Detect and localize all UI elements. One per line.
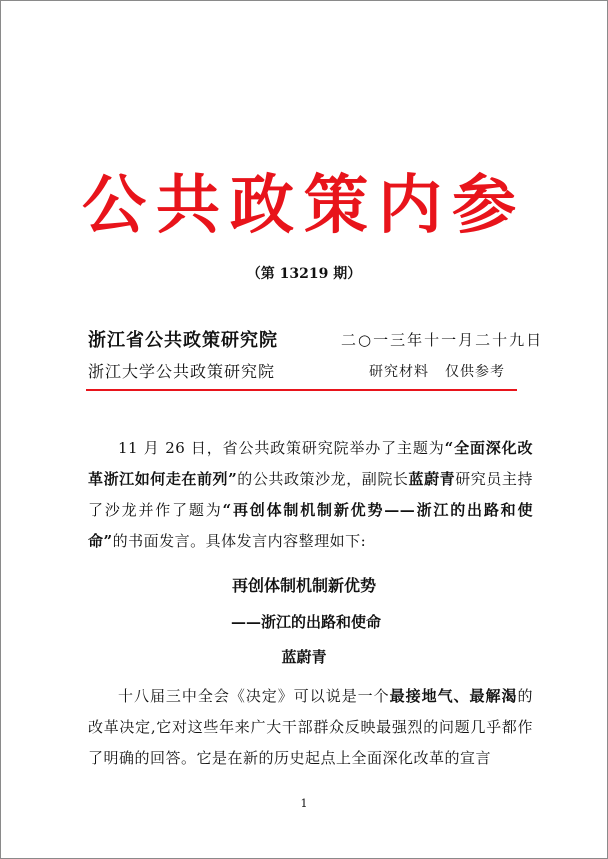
intro-text-3: 研究员主持了沙龙并作了题为 (88, 470, 533, 519)
issue-date: 二○一三年十一月二十九日 (341, 331, 544, 349)
issuer-organization-2: 浙江大学公共政策研究院 (88, 362, 276, 381)
intro-theme: “全面深化改革浙江如何走在前列” (88, 439, 533, 488)
body-text-2: 的改革决定,它对这些年来广大干部群众反映最强烈的问题几乎都作了明确的回答。它是在新的历史起点上全面深化改革的宣言 (88, 687, 533, 767)
issue-number: （第 13219 期） (246, 266, 362, 282)
intro-paragraph (88, 433, 533, 557)
body-paragraph (88, 681, 533, 774)
body-emphasis: 最接地气、最解渴 (389, 687, 518, 705)
article-author: 蓝蔚青 (281, 648, 327, 666)
distribution-note (369, 361, 521, 381)
body-text-1: 十八届三中全会《决定》可以说是一个 (118, 687, 390, 705)
page-number: 1 (300, 797, 308, 810)
article-subtitle: ——浙江的出路和使命 (231, 613, 382, 631)
intro-text-1: 11 月 26 日，省公共政策研究院举办了主题为 (118, 439, 445, 457)
note-reference-only: 仅供参考 (445, 364, 505, 380)
intro-speech-title: “再创体制机制新优势——浙江的出路和使命” (88, 501, 533, 550)
article-title: 再创体制机制新优势 (231, 576, 376, 595)
intro-text-4: 的书面发言。具体发言内容整理如下: (112, 532, 367, 550)
masthead-title: 公共政策内参 (82, 169, 526, 243)
issuer-organization-1: 浙江省公共政策研究院 (88, 330, 278, 351)
intro-host-name: 蓝蔚青 (408, 470, 456, 488)
intro-text-2: 的公共政策沙龙，副院长 (237, 470, 409, 488)
note-research-material: 研究材料 (369, 364, 429, 380)
header-divider (86, 389, 517, 391)
